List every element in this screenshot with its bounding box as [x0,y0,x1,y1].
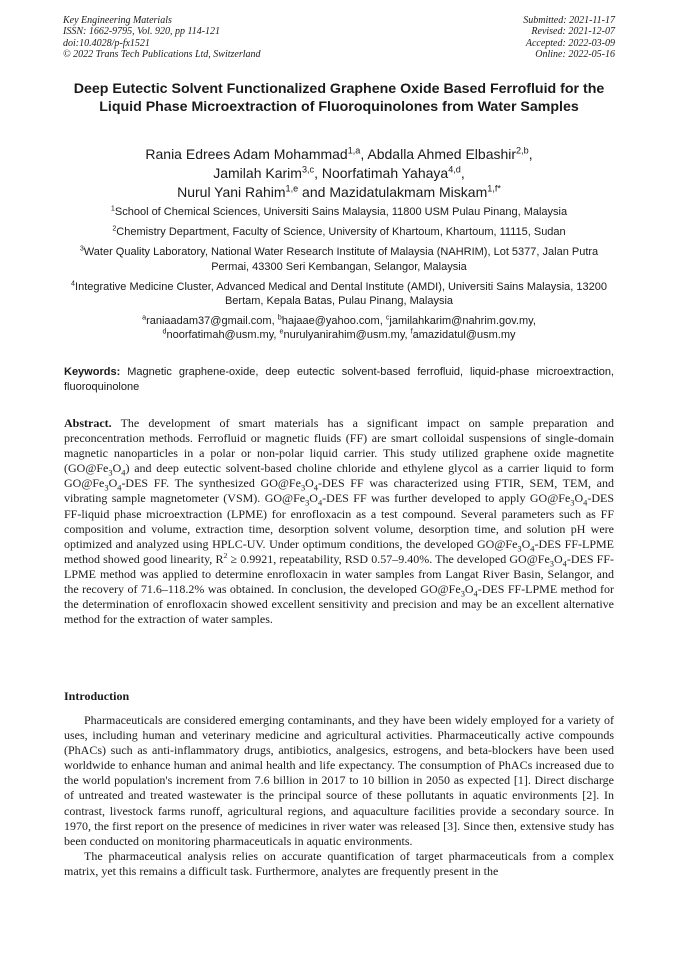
author-affiliation-mark: 1,f* [487,183,501,194]
author-list [70,145,608,202]
abstract-text: -DES FF-LPME method showed good linearity, R [64,536,614,566]
author-separator: , [528,146,533,162]
abstract-text: O [108,476,118,491]
author-separator: , [314,165,322,181]
affiliation-text: School of Chemical Sciences, Universiti Sains Malaysia, 11800 USM Pulau Pinang, Malaysia [114,206,568,218]
author-name: Noorfatimah Yahaya [321,165,449,181]
affiliation-number: 4 [71,279,76,288]
author-affiliation-mark: 2,b [516,145,529,156]
author-name: Nurul Yani Rahim [177,184,286,200]
email-address: hajaae@yahoo.com [281,315,380,328]
subscript: 3 [517,544,522,554]
email-key: a [142,313,147,322]
subscript: 3 [300,483,306,493]
abstract-text: O [553,551,563,566]
journal-name: Key Engineering Materials [63,15,172,26]
abstract-text: O [464,582,474,597]
journal-header [63,15,261,60]
subscript: 4 [473,589,478,599]
subscript: 4 [313,483,318,493]
abstract-label: Abstract. [64,416,112,430]
subscript: 4 [121,468,126,478]
abstract-text: O [521,536,531,551]
author-affiliation-mark: 4,d [448,164,461,175]
subscript: 3 [549,559,554,569]
keywords-label: Keywords: [64,366,121,378]
email-list [64,314,614,342]
email-address: amazidatul@usm.my [412,329,516,342]
affiliation [64,205,614,219]
date-submitted: Submitted: 2021-11-17 [523,15,615,26]
introduction-body [64,713,614,879]
author-name: Jamilah Karim [213,165,302,181]
author-affiliation-mark: 1,e [285,183,299,194]
author-name: Mazidatulakmam Miskam [329,184,488,200]
abstract-text: -DES FF-LPME method was applied to determine enrofloxacin in water samples from Langat River Basin, Selangor, and the recovery of 71.6–118.2% was obtained. In conclusion, the developed GO@Fe [64,551,614,597]
journal-issn: ISSN: 1662-9795, Vol. 920, pp 114-121 [63,26,221,38]
subscript: 4 [530,544,535,554]
email-key: b [277,313,282,322]
email-separator: , [404,329,411,342]
email-key: f [410,327,413,336]
affiliation-text: Integrative Medicine Cluster, Advanced Medical and Dental Institute (AMDI), Universiti Sains Malaysia, 13200 Bertam, Kepala Batas, Pulau Pinang, Malaysia [75,280,607,308]
subscript: 3 [104,483,109,493]
affiliation-text: Chemistry Department, Faculty of Science, University of Khartoum, Khartoum, 11115, Sudan [116,226,566,239]
subscript: 3 [108,468,113,478]
subscript: 4 [583,498,588,508]
abstract-text: O [574,491,584,506]
paper-title: Deep Eutectic Solvent Functionalized Graphene Oxide Based Ferrofluid for the Liquid Phase Microextraction of Fluoroquinolones from Water Samples [73,81,605,115]
subscript: 3 [570,498,575,508]
abstract-text: O [309,491,318,506]
abstract-text: O [305,476,314,491]
section-heading-introduction: Introduction [64,689,130,703]
author-separator: , [360,146,368,162]
abstract-text: -DES FF-liquid phase microextraction (LPME) for enrofloxacin as a test compound. Several parameters such as FF composition and volume, extraction time, desorption solvent volume, desorption time, and solution pH were optimized and analyzed using HPLC-UV. Under optimum conditions, the developed GO@Fe [64,491,614,551]
affiliation [64,225,614,239]
paragraph: The pharmaceutical analysis relies on accurate quantification of target pharmaceuticals from a complex matrix, yet this remains a difficult task. Furthermore, analytes are frequently present in the [64,848,614,878]
email-key: d [162,327,167,336]
email-key: c [385,313,390,322]
email-separator: , [271,315,278,328]
email-address: noorfatimah@usm.my [166,329,274,342]
email-key: e [279,327,284,336]
abstract-text: O [112,461,122,476]
affiliation [64,280,614,308]
email-address: jamilahkarim@nahrim.gov.my [389,315,533,328]
author-name: Abdalla Ahmed Elbashir [367,146,517,162]
journal-copyright: © 2022 Trans Tech Publications Ltd, Switzerland [63,48,261,60]
affiliation-number: 3 [79,244,84,253]
abstract-text: -DES FF. The synthesized GO@Fe [121,476,301,491]
paragraph: Pharmaceuticals are considered emerging contaminants, and they have been widely employed for a variety of uses, including human and veterinary medicine and agricultural activities. Pharmaceutically active compounds (PhACs) such as anti-inflammatory drugs, antibiotics, analgesics, estrogens, and beta-blockers have been used worldwide to enhance human and animal health and life expectancy. The consumption of PhACs increased due to the world population's increment from 7.6 billion in 2017 to 10 billion in 2050 as expected [1]. Direct discharge of untreated and treated wastewater is the principal source of these pollutants in aquatic environments [2]. In contrast, livestock farms runoff, agricultural regions, and aquaculture facilities provide a secondary source. In 1970, the first report on the presence of medicines in river water was released [3]. Since then, extensive study has been conducted on monitoring pharmaceuticals in aquatic environments. [64,713,614,848]
author-affiliation-mark: 3,c [301,164,315,175]
abstract-text: ) and deep eutectic solvent-based choline chloride and ethylene glycol as a carrier liquid to form GO@Fe [64,461,614,491]
affiliations [64,205,614,343]
email-separator: , [379,315,386,328]
email-address: raniaadam37@gmail.com [146,315,272,328]
subscript: 3 [305,498,310,508]
keywords [64,365,614,394]
subscript: 4 [562,559,567,569]
subscript: 3 [460,589,465,599]
author-name: Rania Edrees Adam Mohammad [145,146,348,162]
affiliation-number: 2 [112,224,117,233]
journal-doi: doi:10.4028/p-fx1521 [63,37,150,49]
dates-header [523,15,615,60]
keywords-text: Magnetic graphene-oxide, deep eutectic solvent-based ferrofluid, liquid-phase microextraction, fluoroquinolone [64,366,614,393]
affiliation-text: Water Quality Laboratory, National Water Research Institute of Malaysia (NAHRIM), Lot 5377, Jalan Putra Permai, 43300 Seri Kembangan, Selangor, Malaysia [83,246,599,273]
email-separator: , [532,315,536,328]
abstract-text: -DES FF was characterized using FTIR, SEM, TEM, and vibrating sample magnetometer (VSM). GO@Fe [64,476,614,506]
abstract-text: -DES FF was further developed to apply GO@Fe [322,491,571,506]
abstract-text: ≥ 0.9921, repeatability, RSD 0.57–9.40%. The developed GO@Fe [227,551,550,566]
abstract-text: -DES FF-LPME method for the determination of enrofloxacin showed excellent sensitivity and precision and may be an excellent alternative method for the extraction of water samples. [64,582,614,627]
affiliation-number: 1 [110,204,115,213]
subscript: 4 [317,498,323,508]
subscript: 4 [117,483,122,493]
date-accepted: Accepted: 2022-03-09 [525,37,615,49]
author-affiliation-mark: 1,a [347,145,361,156]
abstract-text: The development of smart materials has a significant impact on sample preparation and preconcentration methods. Ferrofluid or magnetic fluids (FF) are smart colloidal suspensions of single-domain magnetic nanoparticles in a polar or non-polar liquid carrier. This study utilized graphene oxide magnetite (GO@Fe [64,416,614,476]
abstract [64,416,614,627]
email-separator: , [273,329,280,342]
author-separator: , [460,165,465,181]
superscript: 2 [223,550,228,560]
author-separator: and [298,184,330,200]
email-address: nurulyanirahim@usm.my [283,329,405,342]
date-online: Online: 2022-05-16 [535,48,615,60]
affiliation [64,245,614,273]
date-revised: Revised: 2021-12-07 [531,26,615,38]
